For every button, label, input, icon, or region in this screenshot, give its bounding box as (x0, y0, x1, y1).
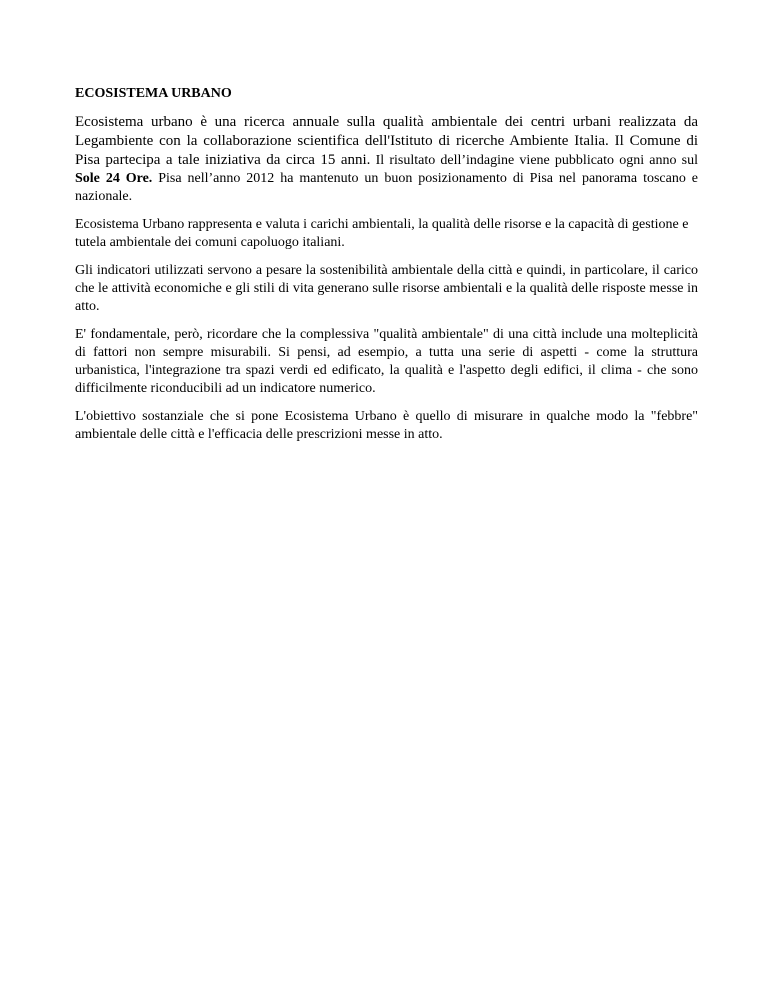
document-title: ECOSISTEMA URBANO (75, 86, 232, 101)
paragraph-quality: E' fondamentale, però, ricordare che la complessiva "qualità ambientale" di una città include una molteplicità di fattori non sempre misurabili. Si pensi, ad esempio, a tutta una serie di aspetti - come la struttura urbanistica, l'integrazione tra spazi verdi ed edificato, la qualità e l'aspetto degli edifici, il clima - che sono difficilmente riconducibili ad un indicatore numerico. (75, 327, 698, 396)
intro-mid-text: Il risultato dell’indagine viene pubblicato ogni anno sul (370, 153, 699, 168)
intro-tail-text: Pisa nell’anno 2012 ha mantenuto un buon posizionamento di Pisa nel panorama toscano e nazionale. (75, 171, 698, 204)
paragraph-indicators: Gli indicatori utilizzati servono a pesare la sostenibilità ambientale della città e quindi, in particolare, il carico che le attività economiche e gli stili di vita generano sulle risorse ambientali e la qualità delle risposte messe in atto. (75, 263, 698, 314)
intro-bold-source: Sole 24 Ore. (75, 171, 153, 186)
paragraph-objective: L'obiettivo sostanziale che si pone Ecosistema Urbano è quello di misurare in qualche modo la "febbre" ambientale delle città e l'efficacia delle prescrizioni messe in atto. (75, 409, 698, 442)
paragraph-intro (75, 113, 698, 206)
document-page (75, 85, 698, 454)
paragraph-description: Ecosistema Urbano rappresenta e valuta i carichi ambientali, la qualità delle risorse e la capacità di gestione e tutela ambientale dei comuni capoluogo italiani. (75, 217, 689, 250)
intro-lead-text: Ecosistema urbano è una ricerca annuale sulla qualità ambientale dei centri urbani realizzata da Legambiente con la collaborazione scientifica dell'Istituto di ricerche Ambiente Italia. Il Comune di Pisa partecipa a tale iniziativa da circa 15 anni. (75, 114, 698, 168)
